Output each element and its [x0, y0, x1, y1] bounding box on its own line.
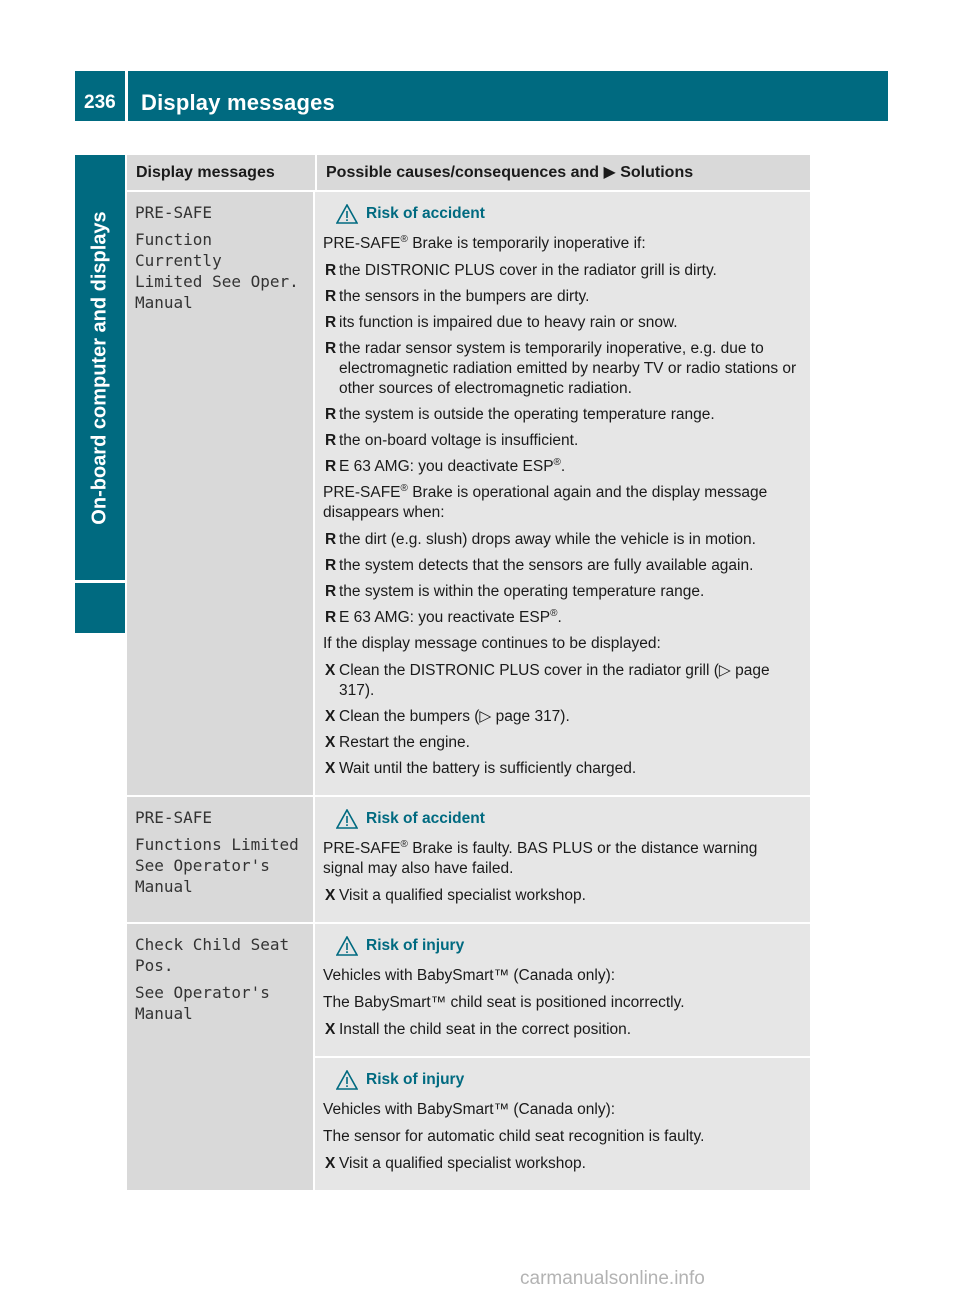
- chapter-side-label: On-board computer and displays: [88, 211, 111, 525]
- bullet-mark: R: [325, 314, 337, 331]
- step-item: X Install the child seat in the correct position.: [325, 1021, 632, 1038]
- table-row: [127, 922, 810, 1190]
- paragraph: The sensor for automatic child seat recognition is faulty.: [323, 1128, 705, 1145]
- paragraph: If the display message continues to be displayed:: [323, 635, 661, 652]
- step-item: X Visit a qualified specialist workshop.: [325, 887, 586, 904]
- bullet-mark: R: [325, 609, 337, 626]
- col-header-messages: Display messages: [127, 155, 317, 190]
- bullet-mark: R: [325, 557, 337, 574]
- bullet-item: R the sensors in the bumpers are dirty.: [325, 288, 590, 305]
- display-messages-table: [127, 155, 810, 1190]
- paragraph: The BabySmart™ child seat is positioned incorrectly.: [323, 994, 685, 1011]
- solution-block: [315, 797, 810, 922]
- page-number: 236: [84, 92, 116, 113]
- step-item: X Clean the DISTRONIC PLUS cover in the radiator grill (▷ page 317).: [325, 662, 770, 699]
- page-title: Display messages: [141, 90, 335, 115]
- step-item: X Visit a qualified specialist workshop.: [325, 1155, 586, 1172]
- bullet-mark: R: [325, 583, 337, 600]
- message-line: PRE-SAFE: [135, 203, 213, 222]
- paragraph: PRE-SAFE® Brake is temporarily inoperative if:: [323, 233, 646, 252]
- warning-header: [336, 204, 802, 224]
- col-header-solutions-label: Solutions: [620, 164, 694, 181]
- bullet-item: R the system is outside the operating temperature range.: [325, 406, 715, 423]
- message-line: Functions Limited See Operator's Manual: [135, 835, 299, 896]
- warning-triangle-icon: [336, 809, 358, 829]
- step-mark: X: [325, 708, 336, 725]
- message-line: Check Child Seat Pos.: [135, 935, 290, 975]
- bullet-item: R the on-board voltage is insufficient.: [325, 432, 579, 449]
- bullet-mark: R: [325, 288, 337, 305]
- step-mark: X: [325, 1021, 336, 1038]
- step-item: X Clean the bumpers (▷ page 317).: [325, 708, 570, 725]
- bullet-mark: R: [325, 458, 337, 475]
- step-mark: X: [325, 662, 336, 679]
- warning-header: [336, 936, 802, 956]
- step-mark: X: [325, 760, 336, 777]
- message-line: See Operator's Manual: [135, 983, 270, 1023]
- table-header: [127, 155, 810, 190]
- warning-triangle-icon: [336, 936, 358, 956]
- paragraph: PRE-SAFE® Brake is operational again and the display message disappears when:: [323, 482, 768, 521]
- step-mark: X: [325, 1155, 336, 1172]
- warning-label: Risk of accident: [366, 205, 485, 222]
- step-mark: X: [325, 734, 336, 751]
- solution-block: [315, 924, 810, 1056]
- bullet-item: R E 63 AMG: you deactivate ESP®.: [325, 456, 566, 475]
- message-line: Function Currently Limited See Oper. Manual: [135, 230, 299, 312]
- bullet-mark: R: [325, 406, 337, 423]
- table-row: [127, 795, 810, 922]
- col-header-causes: [317, 155, 810, 190]
- paragraph: Vehicles with BabySmart™ (Canada only):: [323, 1101, 616, 1118]
- paragraph: Vehicles with BabySmart™ (Canada only):: [323, 967, 616, 984]
- step-mark: X: [325, 887, 336, 904]
- watermark: carmanualsonline.info: [520, 1268, 705, 1289]
- table-row: [127, 190, 810, 795]
- header-divider: [125, 71, 128, 121]
- side-tab-square: [75, 583, 125, 633]
- bullet-item: R the system is within the operating temperature range.: [325, 583, 705, 600]
- message-line: PRE-SAFE: [135, 808, 213, 827]
- warning-header: [336, 1070, 802, 1090]
- warning-label: Risk of injury: [366, 937, 465, 954]
- warning-header: [336, 809, 802, 829]
- bullet-mark: R: [325, 340, 337, 357]
- bullet-mark: R: [325, 531, 337, 548]
- bullet-item: R E 63 AMG: you reactivate ESP®.: [325, 607, 562, 626]
- bullet-item: R the DISTRONIC PLUS cover in the radiator grill is dirty.: [325, 262, 717, 279]
- warning-label: Risk of injury: [366, 1071, 465, 1088]
- bullet-mark: R: [325, 432, 337, 449]
- bullet-item: R the system detects that the sensors are fully available again.: [325, 557, 754, 574]
- bullet-item: R the radar sensor system is temporarily inoperative, e.g. due to electromagnetic radiation emitted by nearby TV or radio stations or other sources of electromagnetic radiation.: [325, 340, 797, 397]
- bullet-mark: R: [325, 262, 337, 279]
- paragraph: PRE-SAFE® Brake is faulty. BAS PLUS or the distance warning signal may also have failed.: [323, 838, 758, 877]
- message-cell: [127, 924, 315, 1190]
- warning-triangle-icon: [336, 204, 358, 224]
- solution-block: [315, 192, 810, 795]
- step-item: X Restart the engine.: [325, 734, 470, 751]
- play-arrow-icon: ▶: [603, 164, 616, 181]
- message-cell: [127, 192, 315, 795]
- solution-block: [315, 1056, 810, 1190]
- bullet-item: R the dirt (e.g. slush) drops away while the vehicle is in motion.: [325, 531, 756, 548]
- step-item: X Wait until the battery is sufficiently charged.: [325, 760, 637, 777]
- message-cell: [127, 797, 315, 922]
- col-header-causes-label: Possible causes/consequences and: [326, 164, 600, 181]
- warning-triangle-icon: [336, 1070, 358, 1090]
- bullet-item: R its function is impaired due to heavy rain or snow.: [325, 314, 678, 331]
- warning-label: Risk of accident: [366, 810, 485, 827]
